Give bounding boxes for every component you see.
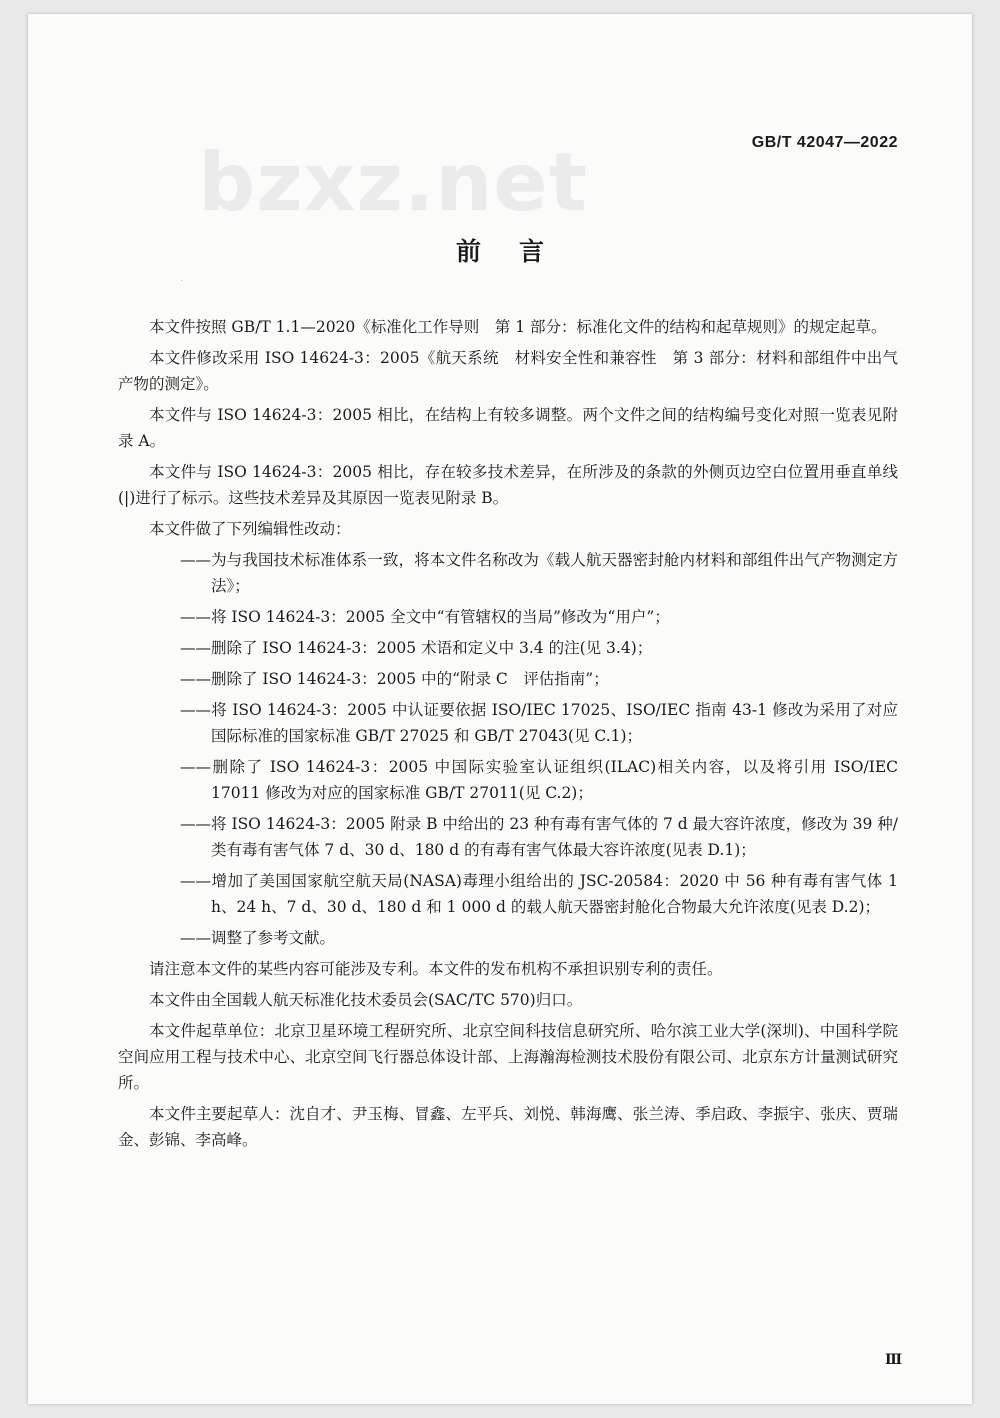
change-item: ——调整了参考文献。 (180, 929, 336, 947)
page-number: Ⅲ (884, 1352, 902, 1368)
watermark: bzxz.net (198, 136, 588, 229)
change-item: ——将 ISO 14624-3：2005 全文中“有管辖权的当局”修改为“用户”； (180, 608, 670, 626)
paragraph: 本文件修改采用 ISO 14624-3：2005《航天系统 材料安全性和兼容性 第 3 部分：材料和部组件中出气产物的测定》。 (118, 349, 898, 393)
change-item: ——为与我国技术标准体系一致，将本文件名称改为《载人航天器密封舱内材料和部组件出气产物测定方法》； (180, 551, 898, 595)
standard-number: GB/T 42047—2022 (751, 134, 898, 151)
change-item: ——删除了 ISO 14624-3：2005 中的“附录 C 评估指南”； (180, 670, 609, 688)
paragraph: 本文件主要起草人：沈自才、尹玉梅、冒鑫、左平兵、刘悦、韩海鹰、张兰涛、季启政、李振宇、张庆、贾瑞金、彭锦、李高峰。 (118, 1105, 898, 1149)
change-item: ——将 ISO 14624-3：2005 附录 B 中给出的 23 种有毒有害气体的 7 d 最大容许浓度，修改为 39 种/类有毒有害气体 7 d、30 d、180 d 的有毒有害气体最大容许浓度(见表 D.1)； (180, 815, 898, 859)
page-title: 前言 (455, 237, 582, 266)
paragraph: 本文件按照 GB/T 1.1—2020《标准化工作导则 第 1 部分：标准化文件的结构和起草规则》的规定起草。 (149, 318, 887, 336)
change-item: ——删除了 ISO 14624-3：2005 中国际实验室认证组织(ILAC)相关内容，以及将引用 ISO/IEC 17011 修改为对应的国家标准 GB/T 27011(见 C.2)； (180, 758, 898, 802)
change-item: ——删除了 ISO 14624-3：2005 术语和定义中 3.4 的注(见 3.4)； (180, 639, 653, 657)
paragraph: 本文件做了下列编辑性改动： (149, 520, 351, 538)
paragraph: 本文件起草单位：北京卫星环境工程研究所、北京空间科技信息研究所、哈尔滨工业大学(深圳)、中国科学院空间应用工程与技术中心、北京空间飞行器总体设计部、上海瀚海检测技术股份有限公司、北京东方计量测试研究所。 (118, 1022, 898, 1092)
paragraph: 本文件与 ISO 14624-3：2005 相比，在结构上有较多调整。两个文件之间的结构编号变化对照一览表见附录 A。 (118, 406, 898, 450)
change-item: ——增加了美国国家航空航天局(NASA)毒理小组给出的 JSC-20584：2020 中 56 种有毒有害气体 1 h、24 h、7 d、30 d、180 d 和 1 000 d 的载人航天器密封舱化合物最大允许浓度(见表 D.2)； (180, 872, 898, 916)
paragraph: 本文件与 ISO 14624-3：2005 相比，存在较多技术差异，在所涉及的条款的外侧页边空白位置用垂直单线(|)进行了标示。这些技术差异及其原因一览表见附录 B。 (118, 463, 898, 507)
preface-body (118, 314, 898, 1158)
paragraph: 请注意本文件的某些内容可能涉及专利。本文件的发布机构不承担识别专利的责任。 (149, 960, 723, 978)
scan-speck: · (180, 276, 184, 287)
change-item: ——将 ISO 14624-3：2005 中认证要依据 ISO/IEC 17025、ISO/IEC 指南 43-1 修改为采用了对应国际标准的国家标准 GB/T 27025 和 GB/T 27043(见 C.1)； (180, 701, 898, 745)
paragraph: 本文件由全国载人航天标准化技术委员会(SAC/TC 570)归口。 (149, 991, 583, 1009)
document-page (28, 14, 972, 1404)
